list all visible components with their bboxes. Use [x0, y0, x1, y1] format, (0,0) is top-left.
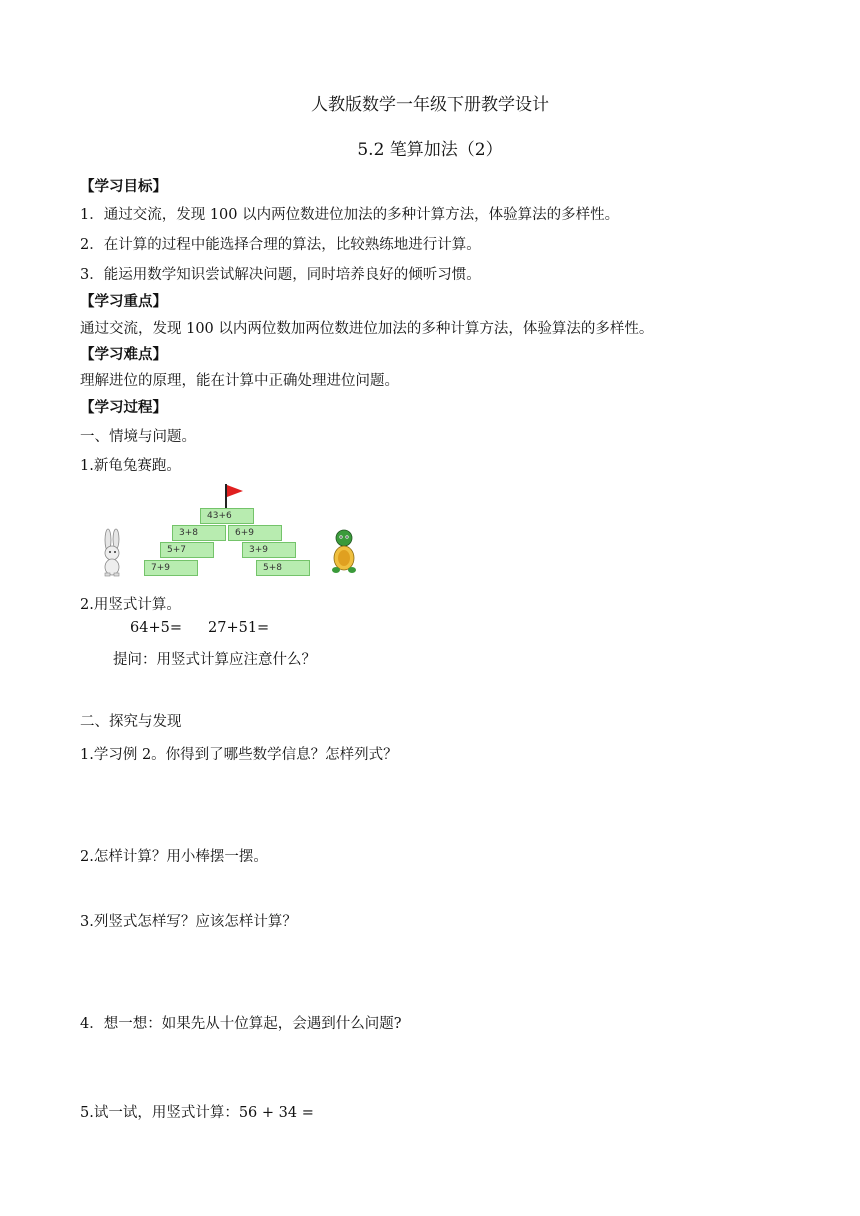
key-points-text: 通过交流，发现 100 以内两位数加两位数进位加法的多种计算方法，体验算法的多样性。 [80, 321, 654, 337]
pyramid-block: 3+9 [242, 542, 296, 558]
doc-title: 人教版数学一年级下册教学设计 [311, 95, 549, 115]
section-2-item: 4．想一想：如果先从十位算起，会遇到什么问题? [80, 1016, 402, 1032]
section-2-item: 2.怎样计算？用小棒摆一摆。 [80, 849, 268, 865]
objective-item: 2．在计算的过程中能选择合理的算法，比较熟练地进行计算。 [80, 237, 481, 253]
section-2-item: 3.列竖式怎样写？应该怎样计算？ [80, 914, 297, 930]
pyramid-block: 7+9 [144, 560, 198, 576]
question-text: 提问：用竖式计算应注意什么？ [113, 652, 316, 668]
section-2-item: 1.学习例 2。你得到了哪些数学信息？怎样列式？ [80, 747, 398, 763]
objective-item: 1．通过交流，发现 100 以内两位数进位加法的多种计算方法，体验算法的多样性。 [80, 207, 620, 223]
pyramid-block: 5+7 [160, 542, 214, 558]
race-illustration [96, 482, 366, 580]
key-points-heading: 【学习重点】 [80, 294, 167, 310]
section-1-item-1: 1.新龟兔赛跑。 [80, 458, 181, 474]
objectives-heading: 【学习目标】 [80, 179, 167, 195]
difficulty-heading: 【学习难点】 [80, 347, 167, 363]
section-1-item-2: 2.用竖式计算。 [80, 597, 181, 613]
rabbit-icon [96, 528, 130, 578]
pyramid-block: 5+8 [256, 560, 310, 576]
pyramid-block: 43+6 [200, 508, 254, 524]
pyramid-block: 3+8 [172, 525, 226, 541]
process-heading: 【学习过程】 [80, 400, 167, 416]
section-2-heading: 二、探究与发现 [80, 714, 182, 730]
turtle-icon [328, 528, 362, 576]
difficulty-text: 理解进位的原理，能在计算中正确处理进位问题。 [80, 373, 399, 389]
section-1-heading: 一、情境与问题。 [80, 429, 196, 445]
pyramid-block: 6+9 [228, 525, 282, 541]
flag-icon [227, 485, 243, 497]
section-2-item: 5.试一试，用竖式计算：56 + 34 = [80, 1105, 314, 1121]
calc-problem-b: 27+51= [208, 620, 270, 636]
lesson-title: 5.2 笔算加法（2） [357, 140, 503, 160]
objective-item: 3．能运用数学知识尝试解决问题，同时培养良好的倾听习惯。 [80, 267, 481, 283]
calc-problem-a: 64+5= [130, 620, 182, 636]
